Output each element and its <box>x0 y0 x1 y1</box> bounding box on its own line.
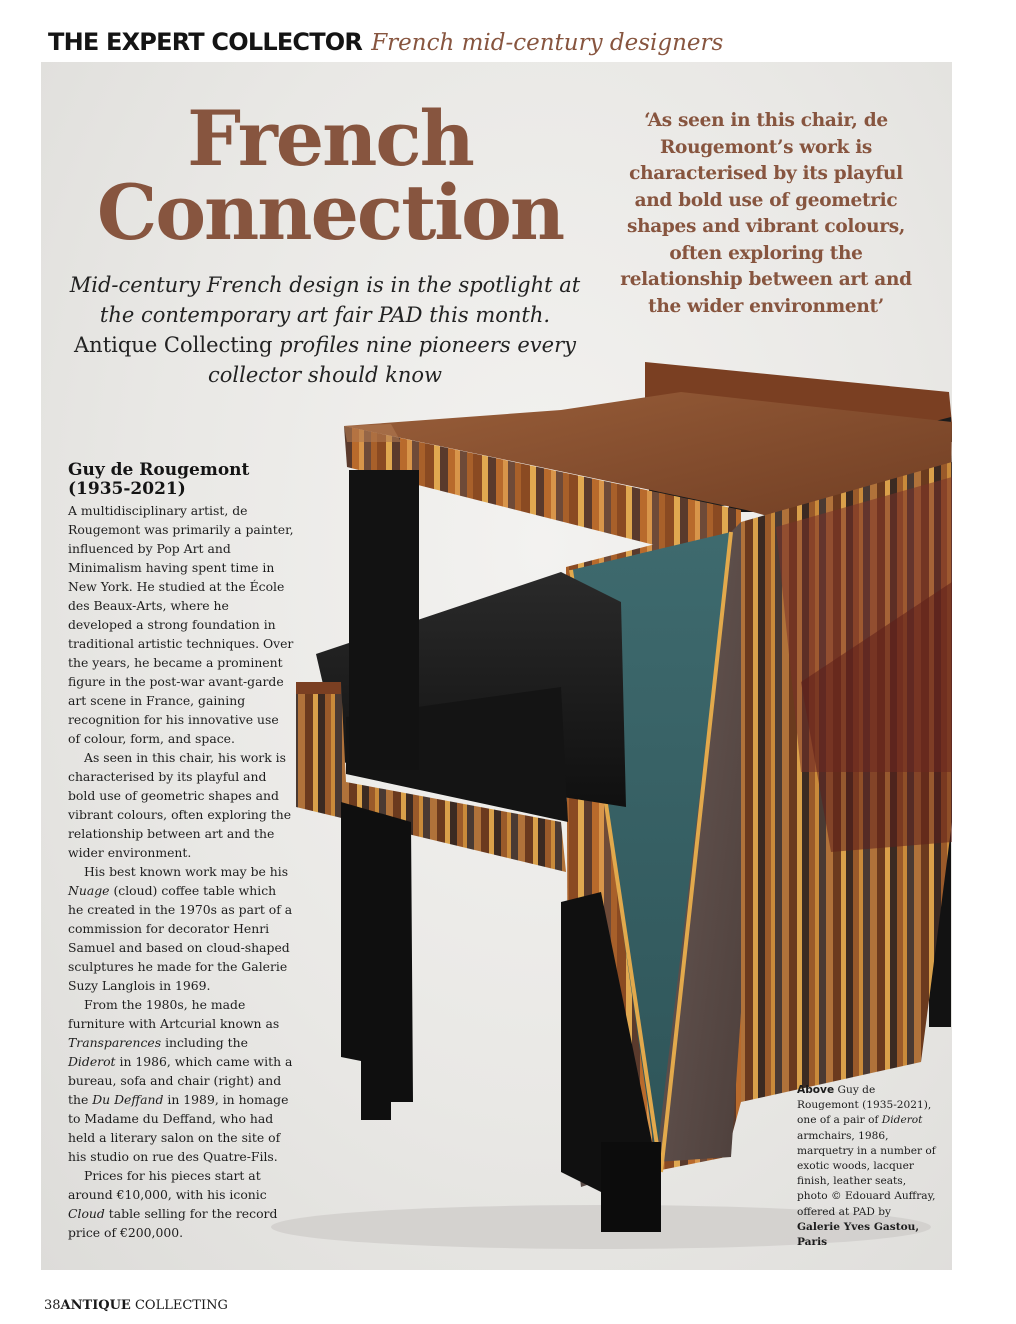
paragraph-4 <box>68 995 294 1166</box>
caption-credit: Galerie Yves Gastou, Paris <box>797 1220 920 1249</box>
page-footer <box>44 1298 228 1313</box>
article-body <box>68 461 294 1242</box>
standfirst <box>60 270 590 390</box>
running-header <box>48 28 723 56</box>
paragraph-1: A multidisciplinary artist, de Rougemont was primarily a painter, influenced by Pop Art and Minimalism having spent time in New York. He studied at the École des Beaux-Arts, where he developed a strong foundation in traditional artistic techniques. Over the years, he became a prominent figure in the post-war avant-garde art scene in France, gaining recognition for his innovative use of colour, form, and space. <box>68 503 294 746</box>
footer-brand-rest: COLLECTING <box>134 1298 228 1313</box>
standfirst-part-1: Mid-century French design is in the spotlight at the contemporary art fair PAD this month. <box>69 273 581 327</box>
paragraph-5-text-b: table selling for the record price of €200,000. <box>68 1206 278 1240</box>
paragraph-3 <box>68 862 294 995</box>
paragraph-4-text-d: in 1989, in homage to Madame du Deffand, who had held a literary salon on the site of his studio on rue des Quatre-Fils. <box>68 1092 289 1164</box>
headline <box>80 94 580 257</box>
paragraph-2: As seen in this chair, his work is characterised by its playful and bold use of geometric shapes and vibrant colours, often exploring the relationship between art and the wider environment. <box>68 750 292 860</box>
section-label: THE EXPERT COLLECTOR <box>48 28 363 56</box>
section-topic: French mid-century designers <box>371 30 724 56</box>
caption-text-2: armchairs, 1986, marquetry in a number of exotic woods, lacquer finish, leather seats, photo © Edouard Auffray, offered at PAD by <box>797 1129 936 1218</box>
cloud-title: Cloud <box>68 1206 105 1221</box>
standfirst-magazine: Antique Collecting <box>74 333 273 357</box>
du-deffand-title: Du Deffand <box>92 1092 164 1107</box>
article-heading <box>68 461 294 499</box>
paragraph-5 <box>68 1166 294 1242</box>
paragraph-4-text-b: including the <box>165 1035 248 1050</box>
pull-quote: ‘As seen in this chair, de Rougemont’s work is characterised by its playful and bold use of geometric shapes and vibrant colours, often exploring the relationship between art and the wider environment’ <box>620 110 912 317</box>
nuage-title: Nuage <box>68 883 110 898</box>
designer-name: Guy de Rougemont <box>68 460 250 480</box>
headline-line-1: French <box>187 94 473 183</box>
paragraph-3-text-a: His best known work may be his <box>84 864 289 879</box>
caption-label: Above <box>797 1084 835 1096</box>
caption-text-1: Guy de Rougemont (1935-2021), one of a pair of <box>797 1084 932 1127</box>
standfirst-part-2: profiles nine pioneers every collector should know <box>208 333 576 387</box>
diderot-title: Diderot <box>68 1054 116 1069</box>
footer-brand-bold: ANTIQUE <box>60 1298 131 1313</box>
transparences-title: Transparences <box>68 1035 162 1050</box>
page-number: 38 <box>44 1298 61 1313</box>
designer-dates: (1935-2021) <box>68 479 186 499</box>
photo-caption <box>797 1083 937 1250</box>
paragraph-3-text-b: (cloud) coffee table which he created in the 1970s as part of a commission for decorator Henri Samuel and based on cloud-shaped sculptures he made for the Galerie Suzy Langlois in 1969. <box>68 883 293 993</box>
caption-italic: Diderot <box>881 1114 923 1127</box>
headline-line-2: Connection <box>96 168 564 257</box>
paragraph-4-text-a: From the 1980s, he made furniture with Artcurial known as <box>68 997 280 1031</box>
paragraph-4-text-c: in 1986, which came with a bureau, sofa and chair (right) and the <box>68 1054 293 1107</box>
paragraph-5-text-a: Prices for his pieces start at around €10,000, with his iconic <box>68 1168 267 1202</box>
